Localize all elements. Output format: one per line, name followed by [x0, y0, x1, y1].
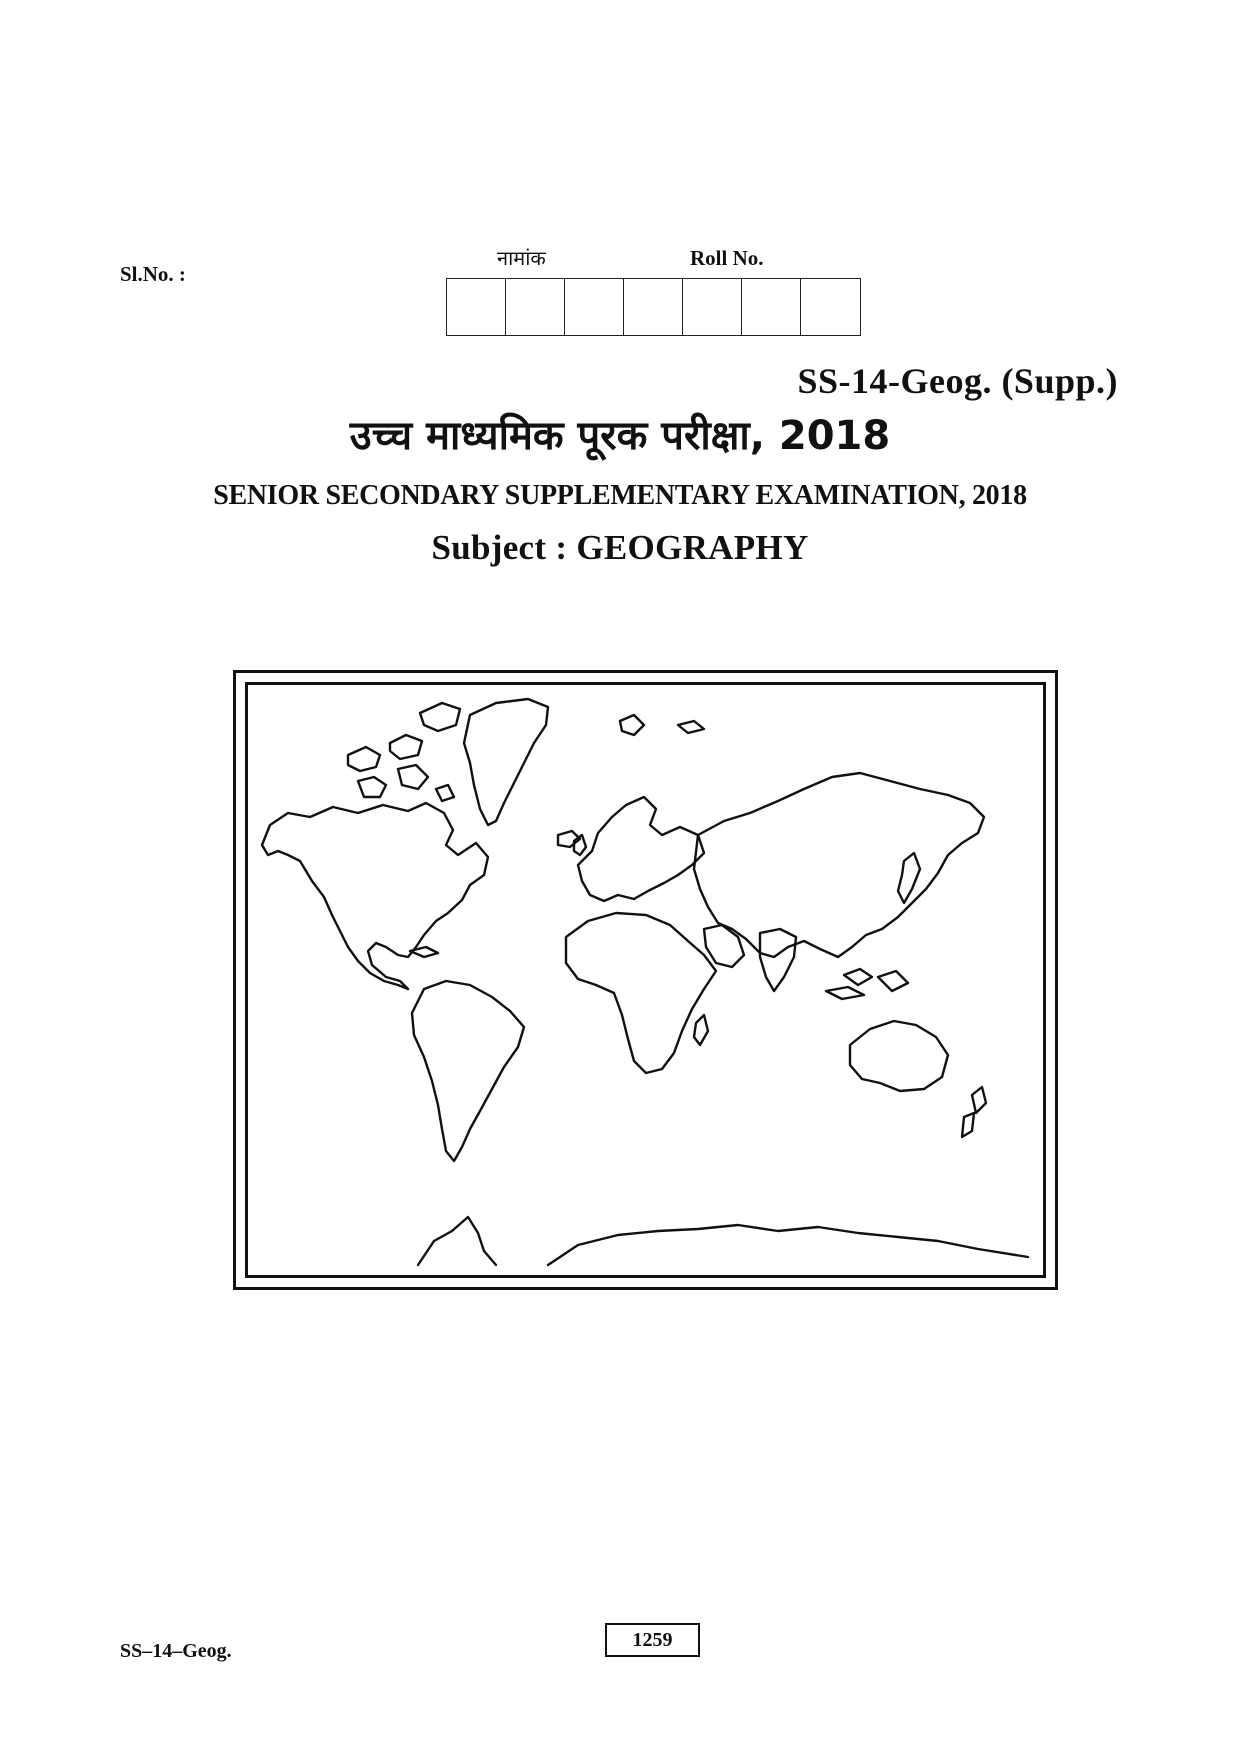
- asia-outline: [694, 773, 984, 957]
- north-america-outline: [262, 803, 488, 989]
- subject-title: Subject : GEOGRAPHY: [431, 528, 809, 567]
- new-zealand-outline: [972, 1087, 986, 1113]
- exam-title-hindi: उच्च माध्यमिक पूरक परीक्षा, 2018: [349, 413, 891, 459]
- roll-number-box[interactable]: [801, 279, 860, 335]
- arctic-islands-outline: [348, 747, 380, 771]
- roll-number-box[interactable]: [565, 279, 624, 335]
- roll-number-label-hindi: नामांक: [497, 246, 546, 270]
- india-outline: [760, 929, 796, 991]
- roll-number-boxes: [446, 278, 861, 336]
- roll-number-label: Roll No.: [690, 246, 764, 270]
- british-isles-outline: [574, 835, 586, 855]
- antarctica-outline: [418, 1217, 496, 1265]
- paper-code: SS-14-Geog. (Supp.): [797, 361, 1118, 401]
- europe-outline: [578, 797, 704, 901]
- roll-number-box[interactable]: [742, 279, 801, 335]
- world-outline-map-icon: [248, 685, 1043, 1275]
- roll-number-box[interactable]: [683, 279, 742, 335]
- madagascar-outline: [694, 1015, 708, 1045]
- greenland-outline: [464, 699, 548, 825]
- south-america-outline: [412, 981, 524, 1161]
- japan-outline: [898, 853, 920, 903]
- world-map: [245, 682, 1046, 1278]
- roll-number-box[interactable]: [624, 279, 683, 335]
- roll-number-box[interactable]: [506, 279, 565, 335]
- arabia-outline: [704, 925, 744, 967]
- roll-number-box[interactable]: [447, 279, 506, 335]
- page-number-box: 1259: [605, 1623, 700, 1657]
- world-map-frame: [233, 670, 1058, 1290]
- serial-number-label: Sl.No. :: [120, 262, 186, 286]
- australia-outline: [850, 1021, 948, 1091]
- exam-title-english: SENIOR SECONDARY SUPPLEMENTARY EXAMINATION, 2018: [213, 480, 1027, 511]
- africa-outline: [566, 913, 716, 1073]
- footer-paper-code: SS–14–Geog.: [120, 1640, 232, 1662]
